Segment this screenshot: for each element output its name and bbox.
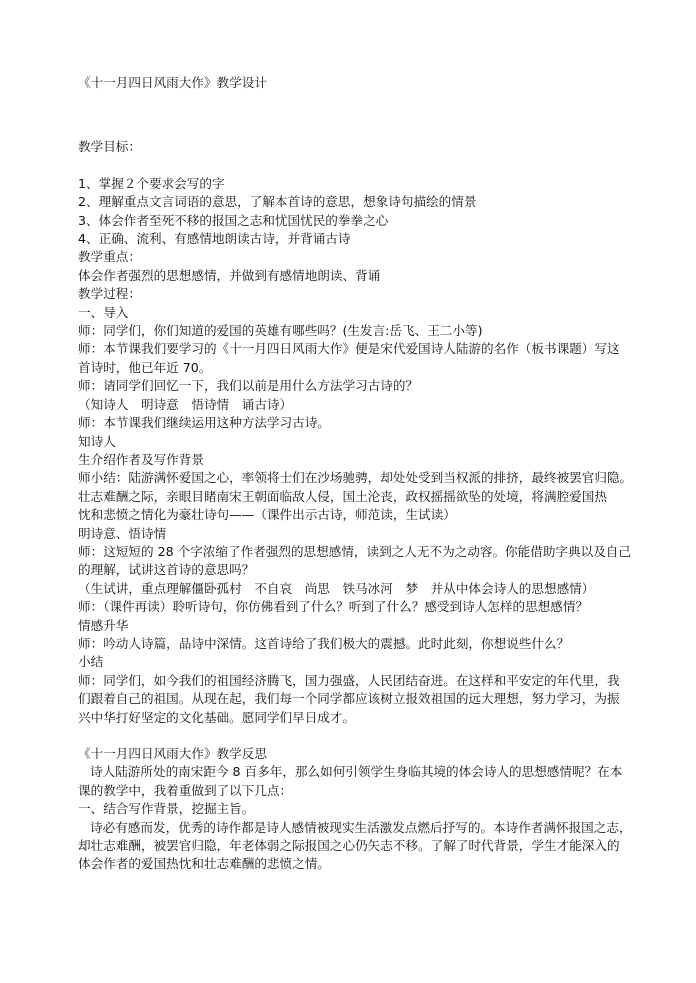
paragraph-continued: 体会作者的爱国热忱和壮志难酬的悲愤之情。 bbox=[78, 856, 330, 872]
document-page bbox=[78, 74, 633, 874]
paragraph: 师：本节课我们继续运用这种方法学习古诗。 bbox=[78, 415, 330, 431]
objective-item: 3、体会作者至死不移的报国之志和忧国忧民的拳拳之心 bbox=[78, 212, 389, 228]
paragraph: 诗人陆游所处的南宋距今 8 百多年，那么如何引领学生身临其境的体会诗人的思想感情呢？在本 bbox=[90, 764, 623, 780]
paragraph-continued: 的理解，试讲这首诗的意思吗？ bbox=[78, 562, 255, 578]
paragraph: 师：这短短的 28 个字浓缩了作者强烈的思想感情，读到之人无不为之动容。你能借助字典以及自己 bbox=[78, 543, 631, 559]
paragraph-continued: 们跟着自己的祖国。从现在起，我们每一个同学都应该树立报效祖国的远大理想，努力学习，为振 bbox=[78, 691, 620, 707]
subsection-heading: 生介绍作者及写作背景 bbox=[78, 451, 204, 467]
paragraph-continued: 课的教学中，我着重做到了以下几点： bbox=[78, 782, 293, 798]
key-points-text: 体会作者强烈的思想感情，并做到有感情地朗读、背诵 bbox=[78, 267, 381, 283]
paragraph: （知诗人 明诗意 悟诗情 诵古诗） bbox=[78, 396, 293, 412]
paragraph: 师小结：陆游满怀爱国之心，率领将士们在沙场驰骋，却处处受到当权派的排挤，最终被罢官归隐。 bbox=[78, 470, 633, 486]
subsection-heading: 明诗意、悟诗情 bbox=[78, 525, 167, 541]
paragraph-continued: 兴中华打好坚定的文化基础。愿同学们早日成才。 bbox=[78, 709, 356, 725]
paragraph-continued: 却壮志难酬，被罢官归隐，年老体弱之际报国之心仍矢志不移。了解了时代背景，学生才能深入的 bbox=[78, 838, 620, 854]
process-heading: 教学过程： bbox=[78, 286, 141, 302]
paragraph-continued: 首诗时，他已年近 70。 bbox=[78, 359, 212, 375]
subsection-heading: 小结 bbox=[78, 654, 104, 670]
key-points-heading: 教学重点： bbox=[78, 249, 141, 265]
subsection-heading: 情感升华 bbox=[78, 617, 129, 633]
paragraph: 师：同学们，如今我们的祖国经济腾飞，国力强盛，人民团结奋进。在这样和平安定的年代里，我 bbox=[78, 672, 620, 688]
objective-item: 4、正确、流利、有感情地朗读古诗，并背诵古诗 bbox=[78, 231, 351, 247]
paragraph: 诗必有感而发，优秀的诗作都是诗人感情被现实生活激发点燃后抒写的。本诗作者满怀报国之志， bbox=[90, 819, 632, 835]
paragraph: （生试讲，重点理解僵卧孤村 不自哀 尚思 铁马冰河 梦 并从中体会诗人的思想感情） bbox=[78, 580, 595, 596]
paragraph: 师：（课件再读）聆听诗句，你仿佛看到了什么？听到了什么？感受到诗人怎样的思想感情？ bbox=[78, 599, 589, 615]
paragraph: 师：吟动人诗篇，品诗中深情。这首诗给了我们极大的震撼。此时此刻，你想说些什么？ bbox=[78, 635, 570, 651]
section-heading: 一、结合写作背景，挖掘主旨。 bbox=[78, 801, 255, 817]
objective-item: 1、掌握２个要求会写的字 bbox=[78, 175, 225, 191]
paragraph: 师：同学们，你们知道的爱国的英雄有哪些吗？(生发言:岳飞、王二小等) bbox=[78, 323, 483, 339]
paragraph-continued: 忱和悲愤之情化为豪壮诗句——（课件出示古诗，师范读，生试读） bbox=[78, 507, 456, 523]
paragraph: 师：本节课我们要学习的《十一月四日风雨大作》便是宋代爱国诗人陆游的名作（板书课题）写这 bbox=[78, 341, 620, 357]
section-heading: 一、导入 bbox=[78, 304, 129, 320]
document-title: 《十一月四日风雨大作》教学设计 bbox=[78, 75, 267, 90]
paragraph: 师：请同学们回忆一下，我们以前是用什么方法学习古诗的？ bbox=[78, 378, 419, 394]
reflection-title: 《十一月四日风雨大作》教学反思 bbox=[78, 746, 267, 761]
objectives-heading: 教学目标： bbox=[78, 139, 141, 155]
paragraph-continued: 壮志难酬之际，亲眼目睹南宋王朝面临敌人侵，国土沦丧，政权摇摇欲坠的处境，将满腔爱国热 bbox=[78, 488, 607, 504]
objective-item: 2、理解重点文言词语的意思，了解本首诗的意思，想象诗句描绘的情景 bbox=[78, 194, 477, 210]
subsection-heading: 知诗人 bbox=[78, 433, 116, 449]
